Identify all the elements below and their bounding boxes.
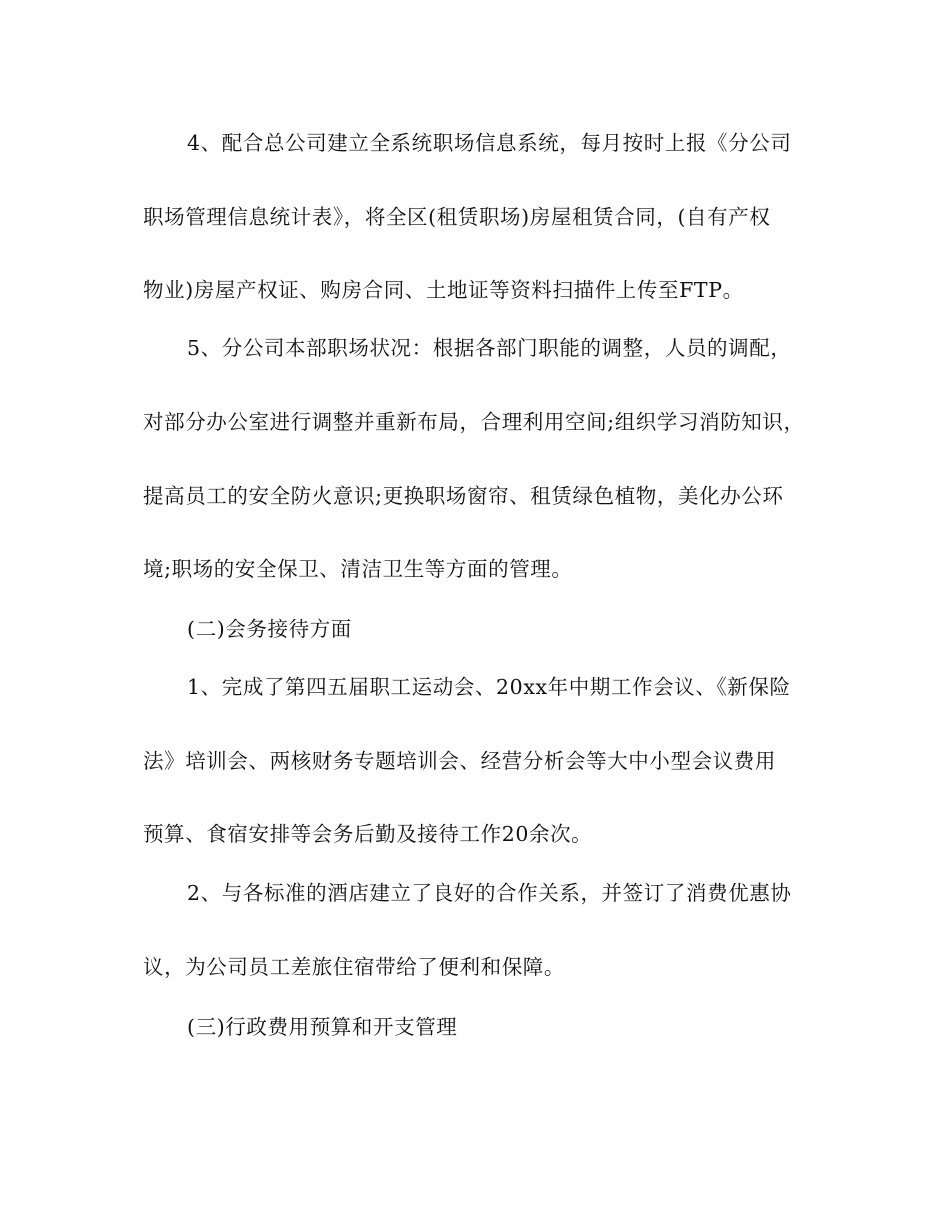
paragraph-5-line-3: 提高员工的安全防火意识;更换职场窗帘、租赁绿色植物，美化办公环 xyxy=(143,484,784,508)
paragraph-4-line-1: 4、配合总公司建立全系统职场信息系统，每月按时上报《分公司 xyxy=(187,131,792,155)
meeting-item-1-line-3: 预算、食宿安排等会务后勤及接待工作20余次。 xyxy=(143,822,593,846)
meeting-item-1-line-1: 1、完成了第四五届职工运动会、20xx年中期工作会议、《新保险 xyxy=(187,675,791,699)
paragraph-4-line-2: 职场管理信息统计表》，将全区(租赁职场)房屋租赁合同，(自有产权 xyxy=(143,205,771,229)
paragraph-4-line-3: 物业)房屋产权证、购房合同、土地证等资料扫描件上传至FTP。 xyxy=(143,278,744,302)
section-heading-admin-budget: (三)行政费用预算和开支管理 xyxy=(187,1015,458,1039)
paragraph-5-line-1: 5、分公司本部职场状况：根据各部门职能的调整，人员的调配， xyxy=(187,336,792,360)
meeting-item-2-line-1: 2、与各标准的酒店建立了良好的合作关系，并签订了消费优惠协 xyxy=(187,881,792,905)
paragraph-5-line-2: 对部分办公室进行调整并重新布局，合理利用空间;组织学习消防知识， xyxy=(143,410,805,434)
section-heading-meeting-reception: (二)会务接待方面 xyxy=(187,617,352,641)
paragraph-5-line-4: 境;职场的安全保卫、清洁卫生等方面的管理。 xyxy=(143,557,573,581)
meeting-item-1-line-2: 法》培训会、两核财务专题培训会、经营分析会等大中小型会议费用 xyxy=(143,749,776,773)
meeting-item-2-line-2: 议，为公司员工差旅住宿带给了便利和保障。 xyxy=(143,955,565,979)
